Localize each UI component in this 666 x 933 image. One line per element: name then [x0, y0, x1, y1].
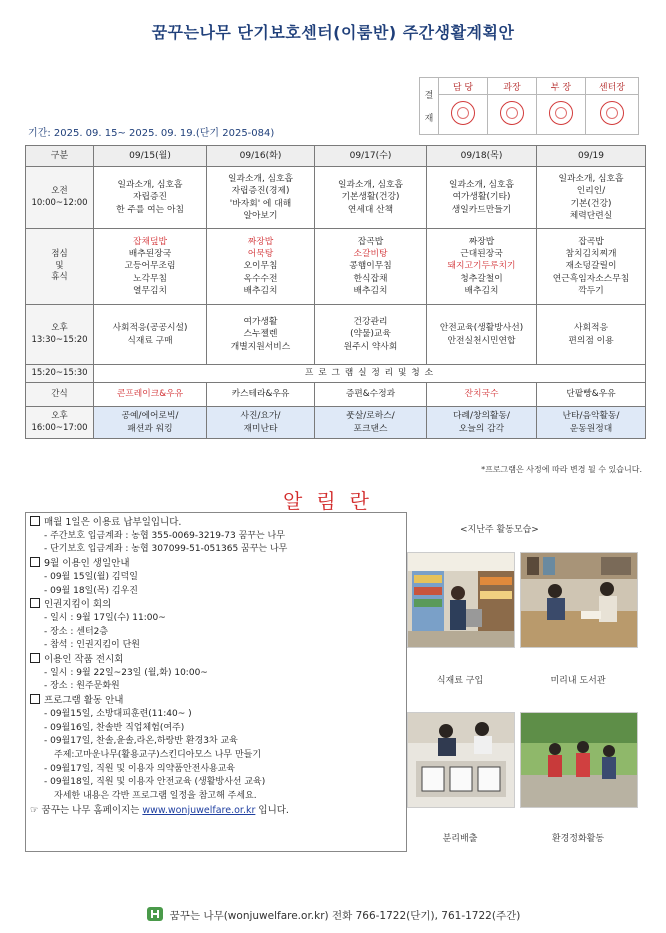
schedule-cell-line: 사회적응 — [574, 323, 608, 334]
photo-environment-cleanup — [520, 712, 638, 808]
schedule-period: 기간: 2025. 09. 15~ 2025. 09. 19.(단기 2025-084) — [28, 128, 275, 139]
schedule-cell-line: 자립증진 — [133, 192, 167, 203]
schedule-cell-line: 난타/음악활동/ — [562, 411, 620, 422]
schedule-cell-line: 재소덩갈릴이 — [565, 261, 617, 272]
row-label-line: 및 — [55, 260, 64, 271]
approval-role: 센터장 — [585, 78, 638, 95]
schedule-cell-line: 체력단련실 — [569, 210, 613, 221]
schedule-cell-line: 일과소개, 심호흡 — [337, 180, 404, 191]
schedule-cell-line: 참치김치찌개 — [565, 249, 617, 260]
homepage-line — [30, 804, 410, 818]
schedule-cell-line: 배추김치 — [464, 285, 499, 296]
schedule-cell-line: 기본생활(건강) — [341, 192, 400, 203]
schedule-cell-line: 알아보기 — [243, 210, 278, 221]
schedule-cell-line: 오이무침 — [243, 261, 278, 272]
notice-text: - 09월16일, 찬솔반 직업체험(여주) — [44, 722, 185, 733]
schedule-cell-line: 원주시 약사회 — [343, 341, 398, 352]
schedule-cell-line: 잡채덮밥 — [133, 236, 167, 247]
approval-side-top: 결 — [424, 91, 434, 101]
schedule-cell-line: 일과소개, 심호흡 — [558, 173, 624, 184]
approval-seal-cell — [439, 95, 488, 135]
schedule-cell — [94, 229, 207, 305]
schedule-cell — [94, 407, 207, 439]
notice-text: 자세한 내용은 각반 프로그램 일정을 참고해 주세요. — [54, 791, 257, 802]
photo-grocery-shopping — [407, 552, 515, 648]
column-header-category: 구분 — [26, 146, 94, 167]
column-header-day: 09/16(화) — [207, 146, 315, 167]
notice-text: - 주간보호 입금계좌 : 농협 355-0069-3219-73 꿈꾸는 나무 — [44, 530, 285, 541]
notice-heading — [30, 653, 410, 667]
checkbox-square-icon — [30, 516, 40, 526]
schedule-cell-line: 소갈비탕 — [353, 249, 388, 260]
schedule-cell-line: 잡곡밥 — [357, 236, 384, 247]
schedule-cell — [315, 305, 427, 365]
snack-cell: 잔치국수 — [427, 383, 537, 407]
row-label-line: 휴식 — [51, 272, 68, 283]
notice-item — [30, 776, 410, 790]
photo-library-visit-image — [521, 553, 637, 647]
schedule-cell — [427, 407, 537, 439]
approval-side-label — [420, 78, 439, 135]
notice-text: - 09월18일, 직원 및 이용자 안전교육 (생활방사선 교육) — [44, 777, 266, 788]
schedule-cell-line: 연근흑임자소스무침 — [552, 273, 630, 284]
approval-role: 담 당 — [439, 78, 488, 95]
column-header-day: 09/15(월) — [94, 146, 207, 167]
notice-item — [30, 667, 410, 681]
schedule-cell-line: 근대된장국 — [460, 249, 503, 260]
notice-item — [30, 543, 410, 557]
notice-text: 프로그램 활동 안내 — [44, 695, 124, 707]
schedule-cell-line: 식재료 구매 — [127, 335, 173, 346]
notice-text: - 09월15일, 소방대피훈련(11:40~ ) — [44, 708, 192, 719]
schedule-cell-line: 자립증진(경제) — [231, 186, 290, 197]
photo-recycling — [407, 712, 515, 808]
schedule-cell-line: 노각무침 — [133, 273, 167, 284]
schedule-cell-line: 포크댄스 — [353, 423, 388, 434]
photo-caption: 분리배출 — [442, 834, 478, 844]
schedule-cell-line: 깍두기 — [578, 285, 604, 296]
schedule-cell-line: 배추김치 — [243, 285, 278, 296]
notice-list — [30, 516, 410, 817]
schedule-cell-line: 건강관리 — [353, 317, 388, 328]
notice-title: 알림란 — [283, 489, 383, 513]
approval-seal-cell — [536, 95, 585, 135]
notice-text: - 참석 : 인권지킴이 단원 — [44, 640, 140, 651]
approval-role: 부 장 — [536, 78, 585, 95]
notice-text: - 장소 : 원주문화원 — [44, 681, 120, 692]
cleanup-text: 프 로 그 램 실 정 리 및 청 소 — [94, 365, 646, 383]
row-label: 간식 — [26, 383, 94, 407]
schedule-cell-line: 한식잡채 — [353, 273, 388, 284]
page-footer — [0, 906, 666, 923]
schedule-cell-line: 배추된장국 — [128, 249, 172, 260]
schedule-cell-line: 운동원정대 — [569, 423, 613, 434]
seal-stamp-icon — [600, 101, 624, 125]
photo-caption: 미리내 도서관 — [550, 676, 606, 686]
seal-stamp-icon — [549, 101, 573, 125]
schedule-cell-line: 생일카드만들기 — [451, 204, 512, 215]
tree-logo-icon — [146, 906, 164, 922]
schedule-cell-line: '바자회' 에 대해 — [229, 198, 292, 209]
notice-heading — [30, 516, 410, 530]
homepage-suffix: 입니다. — [258, 804, 289, 816]
schedule-cell-line: 안전교육(생활방사선) — [439, 323, 524, 334]
weekly-schedule-table — [25, 145, 646, 439]
row-label-line: 점심 — [51, 248, 68, 259]
schedule-cell-line: 잡곡밥 — [578, 236, 604, 247]
schedule-row-morning — [26, 167, 646, 229]
checkbox-square-icon — [30, 598, 40, 608]
schedule-cell-line: 사회적응(공공시설) — [112, 323, 188, 334]
schedule-cell-line: 어묵탕 — [247, 249, 274, 260]
schedule-cell-line: 청추갈철이 — [460, 273, 503, 284]
photo-caption: 식재료 구입 — [436, 676, 484, 686]
notice-item — [30, 722, 410, 736]
schedule-cell — [94, 167, 207, 229]
schedule-cell-line: 일과소개, 심호흡 — [227, 173, 294, 184]
schedule-cell-line: 스누젤렌 — [243, 329, 278, 340]
column-header-day: 09/18(목) — [427, 146, 537, 167]
schedule-cell-line: 한 주를 여는 아침 — [116, 204, 184, 215]
notice-item — [30, 763, 410, 777]
notice-item — [30, 530, 410, 544]
snack-cell: 카스테라&우유 — [207, 383, 315, 407]
notice-item — [30, 571, 410, 585]
notice-item — [30, 735, 410, 749]
photo-environment-cleanup-image — [521, 713, 637, 807]
schedule-row-lunch — [26, 229, 646, 305]
schedule-cell-line: (약물)교육 — [350, 329, 391, 340]
schedule-cell-line: 기본(건강) — [570, 198, 612, 209]
schedule-header-row — [26, 146, 646, 167]
schedule-cell — [207, 167, 315, 229]
schedule-cell — [537, 305, 646, 365]
homepage-prefix: ☞ 꿈꾸는 나무 홈페이지는 — [30, 804, 140, 816]
schedule-cell-line: 여가생활(기타) — [452, 192, 511, 203]
row-label-line: 오전 — [51, 185, 68, 196]
schedule-cell — [537, 407, 646, 439]
schedule-row-evening — [26, 407, 646, 439]
notice-text: - 장소 : 센터2층 — [44, 626, 109, 637]
schedule-cell-line: 오늘의 감각 — [458, 423, 505, 434]
checkbox-square-icon — [30, 557, 40, 567]
schedule-cell-line: 일과소개, 심호흡 — [448, 180, 515, 191]
notice-heading — [30, 694, 410, 708]
notice-item — [30, 680, 410, 694]
row-label — [26, 407, 94, 439]
row-label — [26, 305, 94, 365]
notice-heading — [30, 557, 410, 571]
notice-item — [30, 626, 410, 640]
schedule-cell — [427, 305, 537, 365]
row-label-line: 오후 — [51, 410, 68, 421]
notice-text: - 단기보호 입금계좌 : 농협 307099-51-051365 꿈꾸는 나무 — [44, 544, 288, 555]
row-label — [26, 167, 94, 229]
approval-seal-cell — [585, 95, 638, 135]
column-header-day: 09/17(수) — [315, 146, 427, 167]
row-label-line: 10:00~12:00 — [31, 197, 88, 208]
schedule-cell-line: 인리인/ — [576, 186, 606, 197]
notice-text: - 일시 : 9월 17일(수) 11:00~ — [44, 612, 166, 623]
notice-text: - 09월17일, 직원 및 이용자 의약품안전사용교육 — [44, 763, 236, 774]
schedule-cell-line: 안전실천시민연합 — [447, 335, 516, 346]
photo-grocery-shopping-image — [408, 553, 514, 647]
seal-stamp-icon — [451, 101, 475, 125]
notice-text: 인권지킴이 회의 — [44, 599, 112, 611]
schedule-cell — [427, 229, 537, 305]
row-label-line: 16:00~17:00 — [31, 422, 88, 433]
notice-item — [30, 749, 410, 763]
schedule-row-snack — [26, 383, 646, 407]
schedule-cell-line: 여가생활 — [243, 317, 278, 328]
schedule-cell-line: 일과소개, 심호흡 — [117, 180, 183, 191]
schedule-cell-line: 풋살/로하스/ — [346, 411, 395, 422]
schedule-cell — [427, 167, 537, 229]
snack-cell: 증편&수정과 — [315, 383, 427, 407]
approval-seal-cell — [487, 95, 536, 135]
schedule-cell — [315, 167, 427, 229]
footer-text: 꿈꾸는 나무(wonjuwelfare.or.kr) 전화 766-1722(단기), 761-1722(주간) — [169, 910, 521, 922]
schedule-cell — [537, 229, 646, 305]
notice-text: - 09월 15일(월) 김덕일 — [44, 571, 138, 582]
approval-role: 과장 — [487, 78, 536, 95]
schedule-cell — [94, 305, 207, 365]
photo-recycling-image — [408, 713, 514, 807]
photo-library-visit — [520, 552, 638, 648]
notice-text: 매월 1일은 이용료 납부일입니다. — [44, 517, 182, 528]
schedule-cell-line: 짜장밥 — [247, 236, 274, 247]
schedule-cell — [315, 229, 427, 305]
schedule-cell — [315, 407, 427, 439]
notice-text: - 09월17일, 찬솔,윤솔,라온,하랑반 환경3차 교육 — [44, 736, 238, 747]
notice-item — [30, 612, 410, 626]
page-title: 꿈꾸는나무 단기보호센터(이룸반) 주간생활계획안 — [151, 23, 515, 42]
row-label-line: 13:30~15:20 — [31, 334, 88, 345]
column-header-day: 09/19 — [537, 146, 646, 167]
notice-text: 주제:고마운나무(활용교구)스킨디아모스 나무 만들기 — [54, 749, 262, 760]
schedule-cell-line: 연세대 산책 — [347, 204, 394, 215]
schedule-cell-line: 다례/창의활동/ — [453, 411, 510, 422]
notice-heading — [30, 598, 410, 612]
schedule-cell-line: 옥수수전 — [243, 273, 278, 284]
schedule-cell-line: 재미난타 — [243, 423, 278, 434]
schedule-note: *프로그램은 사정에 따라 변경 될 수 있습니다. — [481, 465, 642, 474]
snack-cell: 단팥빵&우유 — [537, 383, 646, 407]
schedule-cell-line: 짜장밥 — [468, 236, 495, 247]
schedule-cell-line: 개별지원서비스 — [230, 341, 291, 352]
photos-title: <지난주 활동모습> — [460, 525, 539, 535]
row-label-line: 오후 — [51, 322, 68, 333]
schedule-cell-line: 콩햄이무침 — [349, 261, 392, 272]
notice-text: - 09월 18일(목) 김우진 — [44, 585, 138, 596]
notice-item — [30, 639, 410, 653]
schedule-cell — [207, 305, 315, 365]
schedule-cell — [537, 167, 646, 229]
notice-item — [30, 585, 410, 599]
schedule-row-afternoon — [26, 305, 646, 365]
homepage-link[interactable]: www.wonjuwelfare.or.kr — [142, 804, 256, 816]
snack-cell: 콘프레이크&우유 — [94, 383, 207, 407]
notice-item — [30, 708, 410, 722]
schedule-cell-line: 공예/에어로빅/ — [121, 411, 179, 422]
photo-caption: 환경정화활동 — [551, 834, 605, 844]
checkbox-square-icon — [30, 694, 40, 704]
approval-side-bottom: 재 — [424, 114, 434, 124]
notice-item — [30, 790, 410, 804]
schedule-cell-line: 열무김치 — [133, 285, 167, 296]
schedule-cell-line: 배추김치 — [353, 285, 388, 296]
schedule-cell-line: 편의점 이용 — [568, 335, 614, 346]
schedule-cell — [207, 229, 315, 305]
seal-stamp-icon — [500, 101, 524, 125]
notice-text: 9월 이용인 생일안내 — [44, 558, 130, 570]
row-label: 15:20~15:30 — [26, 365, 94, 383]
schedule-cell-line: 고등어무조림 — [124, 261, 176, 272]
schedule-cell — [207, 407, 315, 439]
schedule-cell-line: 패션과 워킹 — [127, 423, 173, 434]
checkbox-square-icon — [30, 653, 40, 663]
schedule-cell-line: 돼지고기두루치기 — [447, 261, 516, 272]
schedule-row-cleanup — [26, 365, 646, 383]
notice-text: - 일시 : 9월 22일~23일 (월,화) 10:00~ — [44, 667, 208, 678]
notice-text: 이용인 작품 전시회 — [44, 654, 124, 666]
approval-box — [419, 77, 639, 135]
row-label — [26, 229, 94, 305]
schedule-cell-line: 사진/요가/ — [240, 411, 281, 422]
